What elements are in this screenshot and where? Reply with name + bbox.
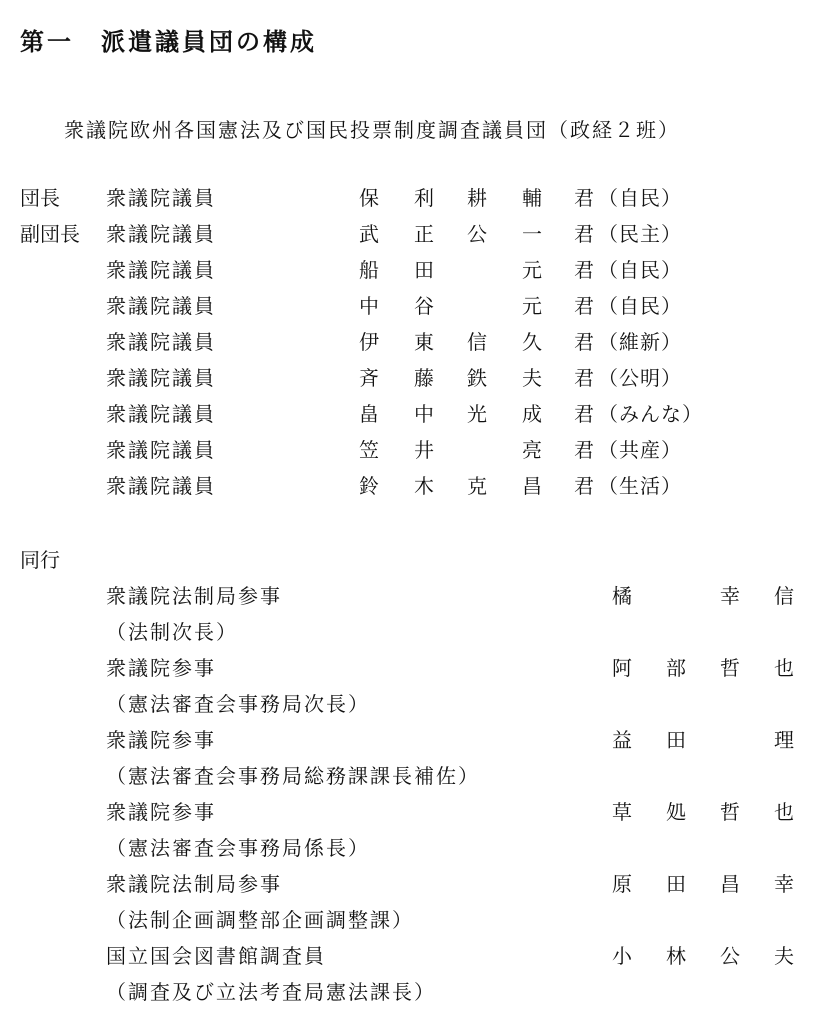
staff-entry bbox=[0, 581, 825, 611]
member-honorific: 君 bbox=[574, 366, 594, 390]
member-name-char: 畠 bbox=[359, 402, 379, 426]
staff-subline bbox=[0, 761, 825, 791]
staff-post: 衆議院参事 bbox=[106, 656, 216, 680]
member-party: （生活） bbox=[598, 474, 682, 498]
member-name-char: 鉄 bbox=[467, 366, 487, 390]
staff-name-char: 也 bbox=[774, 656, 794, 680]
member-name-char: 中 bbox=[414, 402, 434, 426]
member-name-char: 元 bbox=[522, 258, 542, 282]
staff-entry bbox=[0, 869, 825, 899]
member-house: 衆議院議員 bbox=[106, 294, 216, 318]
member-row bbox=[0, 363, 825, 393]
member-row bbox=[0, 327, 825, 357]
staff-position: （調査及び立法考査局憲法課長） bbox=[106, 980, 436, 1004]
member-name-char: 一 bbox=[522, 222, 542, 246]
staff-name-char: 理 bbox=[774, 728, 794, 752]
staff-name-char: 也 bbox=[774, 800, 794, 824]
staff-position: （憲法審査会事務局次長） bbox=[106, 692, 370, 716]
staff-name-char: 草 bbox=[612, 800, 632, 824]
member-name-char: 谷 bbox=[414, 294, 434, 318]
member-house: 衆議院議員 bbox=[106, 258, 216, 282]
staff-name-char: 幸 bbox=[720, 584, 740, 608]
member-name-char: 中 bbox=[359, 294, 379, 318]
member-row bbox=[0, 471, 825, 501]
member-name-char: 保 bbox=[359, 186, 379, 210]
member-name-char: 井 bbox=[414, 438, 434, 462]
staff-post: 衆議院法制局参事 bbox=[106, 872, 282, 896]
member-name-char: 輔 bbox=[522, 186, 542, 210]
member-name-char: 光 bbox=[467, 402, 487, 426]
member-party: （維新） bbox=[598, 330, 682, 354]
staff-name-char: 林 bbox=[666, 944, 686, 968]
staff-post: 衆議院法制局参事 bbox=[106, 584, 282, 608]
staff-subline bbox=[0, 689, 825, 719]
staff-entry bbox=[0, 653, 825, 683]
staff-name-char: 哲 bbox=[720, 656, 740, 680]
member-name-char: 夫 bbox=[522, 366, 542, 390]
staff-name-char: 夫 bbox=[774, 944, 794, 968]
staff-name-char: 公 bbox=[720, 944, 740, 968]
staff-position: （法制次長） bbox=[106, 620, 238, 644]
member-name-char: 伊 bbox=[359, 330, 379, 354]
member-house: 衆議院議員 bbox=[106, 438, 216, 462]
member-name-char: 亮 bbox=[522, 438, 542, 462]
staff-entry bbox=[0, 797, 825, 827]
staff-name-char: 益 bbox=[612, 728, 632, 752]
member-honorific: 君 bbox=[574, 474, 594, 498]
member-honorific: 君 bbox=[574, 402, 594, 426]
staff-name-char: 幸 bbox=[774, 872, 794, 896]
member-name-char: 昌 bbox=[522, 474, 542, 498]
section-heading: 第一 派遣議員団の構成 bbox=[20, 28, 317, 56]
staff-name-char: 信 bbox=[774, 584, 794, 608]
staff-subline bbox=[0, 977, 825, 1007]
staff-name-char: 部 bbox=[666, 656, 686, 680]
member-honorific: 君 bbox=[574, 222, 594, 246]
member-house: 衆議院議員 bbox=[106, 402, 216, 426]
member-honorific: 君 bbox=[574, 330, 594, 354]
member-name-char: 田 bbox=[414, 258, 434, 282]
member-party: （自民） bbox=[598, 294, 682, 318]
member-party: （民主） bbox=[598, 222, 682, 246]
staff-position: （憲法審査会事務局係長） bbox=[106, 836, 370, 860]
delegation-title: 衆議院欧州各国憲法及び国民投票制度調査議員団（政経２班） bbox=[64, 118, 680, 142]
staff-post: 衆議院参事 bbox=[106, 728, 216, 752]
staff-name-char: 哲 bbox=[720, 800, 740, 824]
staff-subline bbox=[0, 905, 825, 935]
member-party: （みんな） bbox=[598, 402, 703, 426]
member-row bbox=[0, 399, 825, 429]
member-name-char: 成 bbox=[522, 402, 542, 426]
staff-name-char: 処 bbox=[666, 800, 686, 824]
staff-name-char: 田 bbox=[666, 728, 686, 752]
accompany-label: 同行 bbox=[20, 548, 60, 572]
member-honorific: 君 bbox=[574, 186, 594, 210]
staff-post: 衆議院参事 bbox=[106, 800, 216, 824]
member-name-char: 利 bbox=[414, 186, 434, 210]
member-name-char: 耕 bbox=[467, 186, 487, 210]
member-name-char: 笠 bbox=[359, 438, 379, 462]
staff-name-char: 阿 bbox=[612, 656, 632, 680]
member-name-char: 公 bbox=[467, 222, 487, 246]
member-row bbox=[0, 291, 825, 321]
member-house: 衆議院議員 bbox=[106, 474, 216, 498]
member-row bbox=[0, 183, 825, 213]
member-name-char: 藤 bbox=[414, 366, 434, 390]
member-row bbox=[0, 219, 825, 249]
member-name-char: 斉 bbox=[359, 366, 379, 390]
staff-name-char: 小 bbox=[612, 944, 632, 968]
staff-position: （法制企画調整部企画調整課） bbox=[106, 908, 414, 932]
staff-name-char: 田 bbox=[666, 872, 686, 896]
member-honorific: 君 bbox=[574, 438, 594, 462]
staff-post: 国立国会図書館調査員 bbox=[106, 944, 326, 968]
staff-entry bbox=[0, 725, 825, 755]
staff-name-char: 原 bbox=[612, 872, 632, 896]
staff-name-char: 昌 bbox=[720, 872, 740, 896]
staff-subline bbox=[0, 617, 825, 647]
member-role: 団長 bbox=[20, 186, 60, 210]
member-house: 衆議院議員 bbox=[106, 222, 216, 246]
member-honorific: 君 bbox=[574, 294, 594, 318]
member-name-char: 武 bbox=[359, 222, 379, 246]
member-honorific: 君 bbox=[574, 258, 594, 282]
staff-name-char: 橘 bbox=[612, 584, 632, 608]
member-party: （共産） bbox=[598, 438, 682, 462]
member-name-char: 正 bbox=[414, 222, 434, 246]
member-house: 衆議院議員 bbox=[106, 330, 216, 354]
member-name-char: 克 bbox=[467, 474, 487, 498]
member-name-char: 信 bbox=[467, 330, 487, 354]
member-name-char: 東 bbox=[414, 330, 434, 354]
member-name-char: 久 bbox=[522, 330, 542, 354]
staff-subline bbox=[0, 833, 825, 863]
member-name-char: 元 bbox=[522, 294, 542, 318]
member-house: 衆議院議員 bbox=[106, 186, 216, 210]
member-party: （自民） bbox=[598, 186, 682, 210]
member-party: （自民） bbox=[598, 258, 682, 282]
staff-position: （憲法審査会事務局総務課課長補佐） bbox=[106, 764, 480, 788]
staff-entry bbox=[0, 941, 825, 971]
member-name-char: 木 bbox=[414, 474, 434, 498]
member-row bbox=[0, 255, 825, 285]
member-row bbox=[0, 435, 825, 465]
member-party: （公明） bbox=[598, 366, 682, 390]
member-role: 副団長 bbox=[20, 222, 80, 246]
member-name-char: 船 bbox=[359, 258, 379, 282]
member-name-char: 鈴 bbox=[359, 474, 379, 498]
member-house: 衆議院議員 bbox=[106, 366, 216, 390]
